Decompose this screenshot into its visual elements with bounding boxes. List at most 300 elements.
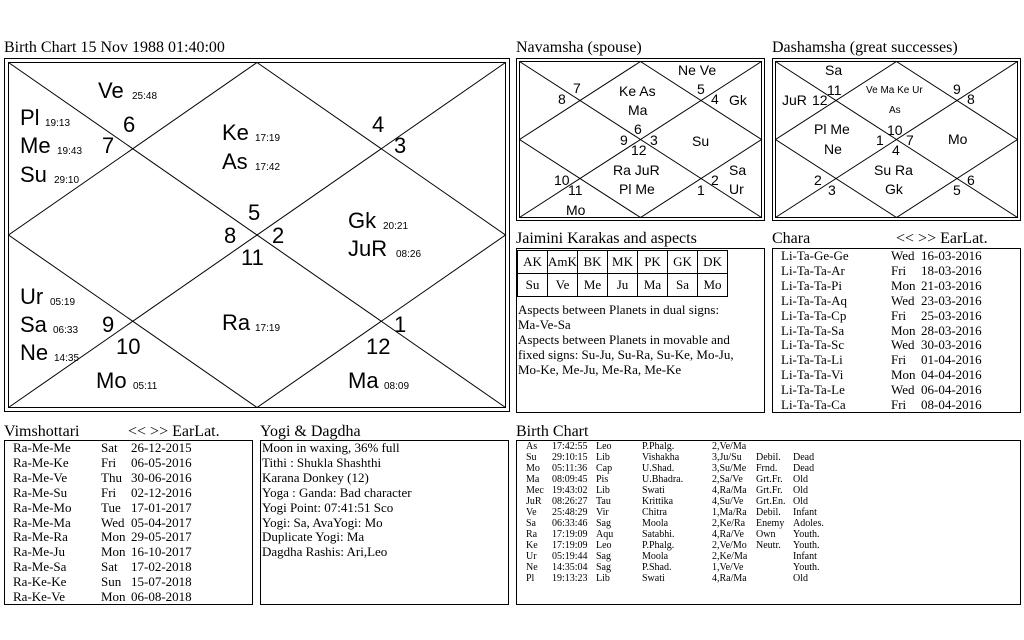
dash-sign-3: 3 — [828, 182, 836, 198]
period-day: Wed — [101, 514, 125, 530]
period-date: 02-12-2016 — [131, 484, 192, 500]
table-row — [526, 496, 1016, 507]
bc-nakshatra: U.Bhadra. — [642, 474, 684, 485]
bc-state: Dead — [793, 463, 815, 474]
nav-ma: Ma — [628, 102, 648, 118]
period-day: Mon — [891, 322, 916, 338]
bc-sign: Tau — [596, 496, 611, 507]
bc-state: Dead — [793, 452, 815, 463]
nav-sign-4: 4 — [711, 91, 719, 107]
aspects-dual: Ma-Ve-Sa — [518, 316, 571, 332]
table-row — [526, 474, 1016, 485]
bc-pada: 2,Ke/Ra — [712, 518, 746, 529]
period-day: Fri — [891, 397, 907, 413]
bc-nakshatra: Satabhi. — [642, 529, 675, 540]
period-date: 05-04-2017 — [131, 514, 192, 530]
aspects-movable-2: Mo-Ke, Me-Ju, Me-Ra, Me-Ke — [518, 361, 682, 377]
period-date: 01-04-2016 — [921, 352, 982, 368]
yogi-dagdha: Dagdha Rashis: Ari,Leo — [262, 544, 388, 560]
planet-su-deg: 29:10 — [54, 175, 80, 186]
vimshottari-title: Vimshottari — [4, 423, 80, 440]
bc-sign: Cap — [596, 463, 613, 474]
period-label: Ra-Me-Mo — [13, 499, 72, 515]
list-item — [781, 324, 1019, 339]
dash-su-ra: Su Ra — [874, 162, 913, 178]
period-label: Li-Ta-Ta-Ca — [781, 397, 846, 413]
list-item — [13, 545, 251, 560]
period-date: 30-03-2016 — [921, 337, 982, 353]
period-date: 17-01-2017 — [131, 499, 192, 515]
planet-ra: Ra — [222, 310, 251, 335]
bc-sign: Pis — [596, 474, 609, 485]
nav-gk: Gk — [729, 92, 747, 108]
birth-table — [526, 441, 1016, 584]
planet-pl: Pl — [20, 105, 40, 130]
period-label: Ra-Me-Ve — [13, 469, 68, 485]
bc-degree: 29:10:15 — [552, 452, 588, 463]
period-label: Li-Ta-Ta-Ar — [781, 262, 845, 278]
period-day: Mon — [101, 529, 126, 545]
period-day: Mon — [101, 544, 126, 560]
list-item — [781, 294, 1019, 309]
period-label: Li-Ta-Ge-Ge — [781, 248, 849, 263]
period-label: Ra-Me-Me — [13, 440, 71, 455]
period-label: Li-Ta-Ta-Cp — [781, 307, 847, 323]
bc-relation: Debil. — [756, 507, 781, 518]
bc-state: Infant — [793, 551, 817, 562]
bc-nakshatra: P.Phalg. — [642, 540, 675, 551]
vimshottari-prev-button[interactable]: << — [128, 423, 147, 440]
list-item — [13, 501, 251, 516]
dash-sign-5: 5 — [953, 182, 961, 198]
table-row — [526, 441, 1016, 452]
period-date: 28-03-2016 — [921, 322, 982, 338]
period-date: 18-03-2016 — [921, 262, 982, 278]
table-row — [526, 540, 1016, 551]
period-date: 06-08-2018 — [131, 589, 192, 605]
planet-sa: Sa — [20, 312, 47, 337]
nav-sa: Sa — [729, 162, 747, 178]
list-item — [781, 368, 1019, 383]
chara-nav — [896, 230, 988, 248]
list-item — [781, 338, 1019, 353]
karaka-value: Sa — [668, 274, 698, 297]
period-label: Ra-Me-Ke — [13, 454, 69, 470]
list-item — [781, 249, 1019, 264]
planet-mo: Mo — [96, 368, 127, 393]
planet-ne-deg: 14:35 — [54, 353, 80, 364]
period-day: Mon — [891, 277, 916, 293]
bc-planet: Mec — [526, 485, 544, 496]
list-item — [781, 398, 1019, 413]
planet-pl-deg: 19:13 — [45, 118, 71, 129]
dash-ne: Ne — [824, 141, 842, 157]
planet-mo-deg: 05:11 — [133, 381, 158, 392]
bc-sign: Lib — [596, 573, 610, 584]
period-label: Ra-Me-Ma — [13, 514, 71, 530]
bc-degree: 06:33:46 — [552, 518, 588, 529]
list-item — [13, 530, 251, 545]
period-day: Fri — [891, 307, 907, 323]
nav-sign-3: 3 — [650, 132, 658, 148]
dashamsha-chart — [772, 58, 1021, 221]
dash-mo: Mo — [948, 131, 968, 147]
period-date: 30-06-2016 — [131, 469, 192, 485]
karaka-header: DK — [698, 251, 728, 274]
bc-planet: Mo — [526, 463, 540, 474]
bc-degree: 17:42:55 — [552, 441, 588, 452]
bc-state: Adoles. — [793, 518, 824, 529]
yogi-point: Yogi Point: 07:41:51 Sco — [262, 499, 394, 515]
list-item — [13, 590, 251, 605]
bc-sign: Sag — [596, 562, 611, 573]
planet-me: Me — [20, 133, 51, 158]
planet-ma: Ma — [348, 368, 379, 393]
sign-h2: 5 — [248, 200, 261, 225]
nav-ra-jur: Ra JuR — [613, 162, 660, 178]
bc-pada: 3,Ju/Su — [712, 452, 742, 463]
yogi-avayogi: Yogi: Sa, AvaYogi: Mo — [262, 514, 383, 530]
bc-sign: Leo — [596, 441, 612, 452]
period-label: Li-Ta-Ta-Pi — [781, 277, 842, 293]
sign-h9: 12 — [366, 334, 391, 359]
planet-ke-deg: 17:19 — [255, 133, 281, 144]
period-date: 04-04-2016 — [921, 367, 982, 383]
nav-sign-5: 5 — [697, 81, 705, 97]
period-date: 23-03-2016 — [921, 292, 982, 308]
bc-pada: 4,Ra/Ma — [712, 485, 747, 496]
table-row — [526, 573, 1016, 584]
bc-nakshatra: P.Phalg. — [642, 441, 675, 452]
karaka-header: MK — [608, 251, 638, 274]
bc-planet: Ra — [526, 529, 538, 540]
period-label: Ra-Ke-Ve — [13, 589, 65, 605]
vimshottari-next-button[interactable]: >> — [150, 423, 169, 440]
bc-state: Old — [793, 485, 808, 496]
yogi-duplicate: Duplicate Yogi: Ma — [262, 529, 365, 545]
bc-nakshatra: Chitra — [642, 507, 667, 518]
bc-degree: 25:48:29 — [552, 507, 588, 518]
dash-sa: Sa — [825, 62, 843, 78]
bc-sign: Leo — [596, 540, 612, 551]
bc-sign: Vir — [596, 507, 609, 518]
bc-nakshatra: Swati — [642, 573, 665, 584]
nav-ur: Ur — [729, 181, 744, 197]
period-label: Li-Ta-Ta-Le — [781, 382, 845, 398]
bc-state: Youth. — [793, 529, 820, 540]
period-date: 15-07-2018 — [131, 574, 192, 590]
karaka-value: Me — [578, 274, 608, 297]
planet-as-deg: 17:42 — [255, 162, 281, 173]
bc-sign: Aqu — [596, 529, 614, 540]
dash-gk: Gk — [885, 181, 903, 197]
period-day: Fri — [891, 262, 907, 278]
nav-ne-ve: Ne Ve — [678, 62, 717, 78]
table-row — [526, 529, 1016, 540]
dash-sign-6: 6 — [967, 172, 975, 188]
bc-relation: Grt.Fr. — [756, 474, 783, 485]
navamsha-chart — [516, 58, 765, 221]
period-label: Li-Ta-Ta-Sa — [781, 322, 845, 338]
table-row — [526, 518, 1016, 529]
karaka-header: PK — [638, 251, 668, 274]
yogi-list — [262, 441, 507, 560]
karaka-value: Ma — [638, 274, 668, 297]
bc-sign: Lib — [596, 485, 610, 496]
planet-ma-deg: 08:09 — [384, 381, 410, 392]
planet-jur-deg: 08:26 — [396, 249, 422, 260]
bc-relation: Grt.Fr. — [756, 485, 783, 496]
vimshottari-earlat-button[interactable]: EarLat. — [172, 423, 220, 440]
rasi-chart — [4, 58, 510, 412]
list-item — [13, 560, 251, 575]
karaka-value: Su — [518, 274, 548, 297]
table-row — [526, 485, 1016, 496]
period-day: Sun — [101, 574, 122, 590]
table-row — [526, 551, 1016, 562]
birth-table-title: Birth Chart — [516, 423, 589, 440]
period-label: Li-Ta-Ta-Li — [781, 352, 843, 368]
list-item — [781, 353, 1019, 368]
chara-earlat-button[interactable]: EarLat. — [940, 230, 988, 247]
list-item — [13, 441, 251, 456]
chara-title: Chara — [772, 230, 811, 247]
table-row — [526, 463, 1016, 474]
nav-sign-12: 12 — [631, 142, 647, 158]
dash-sign-4: 4 — [892, 142, 900, 158]
planet-sa-deg: 06:33 — [53, 325, 79, 336]
bc-planet: Su — [526, 452, 537, 463]
bc-planet: Ma — [526, 474, 540, 485]
planet-ra-deg: 17:19 — [255, 323, 281, 334]
list-item — [781, 264, 1019, 279]
nav-su: Su — [692, 133, 710, 149]
bc-planet: Pl — [526, 573, 535, 584]
aspects-movable-title: Aspects between Planets in movable and — [518, 331, 730, 347]
bc-sign: Lib — [596, 452, 610, 463]
bc-nakshatra: Moola — [642, 551, 669, 562]
chara-next-button[interactable]: >> — [918, 230, 937, 247]
sign-h11: 2 — [272, 223, 285, 248]
yogi-title: Yogi & Dagdha — [260, 423, 361, 440]
bc-nakshatra: Vishakha — [642, 452, 680, 463]
karaka-header: AK — [518, 251, 548, 274]
bc-pada: 4,Ra/Ma — [712, 573, 747, 584]
planet-ke: Ke — [222, 120, 249, 145]
bc-state: Old — [793, 496, 808, 507]
karaka-header: BK — [578, 251, 608, 274]
nav-mo: Mo — [566, 202, 586, 218]
nav-sign-9: 9 — [620, 132, 628, 148]
yogi-yoga: Yoga : Ganda: Bad character — [262, 484, 412, 500]
sign-h12: 3 — [394, 133, 407, 158]
bc-state: Youth. — [793, 540, 820, 551]
bc-state: Old — [793, 474, 808, 485]
nav-sign-8: 8 — [558, 91, 566, 107]
bc-planet: Ne — [526, 562, 538, 573]
karaka-table — [517, 250, 728, 297]
sign-h10: 1 — [394, 312, 407, 337]
list-item — [13, 575, 251, 590]
bc-state: Old — [793, 573, 808, 584]
chara-prev-button[interactable]: << — [896, 230, 915, 247]
nav-sign-7: 7 — [573, 80, 581, 96]
nav-sign-11: 11 — [568, 182, 583, 198]
period-day: Fri — [101, 454, 117, 470]
period-day: Sat — [101, 559, 118, 575]
dash-pl-me: Pl Me — [814, 121, 850, 137]
period-label: Li-Ta-Ta-Aq — [781, 292, 848, 308]
dash-as: As — [889, 105, 901, 116]
chara-list — [781, 249, 1019, 413]
dash-sign-10: 10 — [887, 122, 903, 138]
period-label: Li-Ta-Ta-Sc — [781, 337, 845, 353]
planet-ve: Ve — [98, 78, 124, 103]
period-label: Ra-Me-Su — [13, 484, 68, 500]
table-row — [526, 452, 1016, 463]
list-item — [13, 456, 251, 471]
bc-pada: 2,Sa/Ve — [712, 474, 743, 485]
bc-planet: Ur — [526, 551, 537, 562]
dash-sign-1: 1 — [876, 132, 884, 148]
list-item — [13, 486, 251, 501]
karaka-header: AmK — [548, 251, 578, 274]
bc-planet: Ke — [526, 540, 538, 551]
table-row — [526, 562, 1016, 573]
karaka-value: Ju — [608, 274, 638, 297]
sign-h4: 7 — [102, 133, 115, 158]
period-day: Tue — [101, 499, 121, 515]
period-day: Thu — [101, 469, 122, 485]
period-date: 06-04-2016 — [921, 382, 982, 398]
list-item — [781, 383, 1019, 398]
karaka-header: GK — [668, 251, 698, 274]
period-day: Fri — [101, 484, 117, 500]
sign-h7: 10 — [116, 334, 141, 359]
period-day: Sat — [101, 440, 118, 455]
bc-pada: 2,Ke/Ma — [712, 551, 748, 562]
bc-relation: Debil. — [756, 452, 781, 463]
bc-planet: JuR — [526, 496, 542, 507]
period-day: Wed — [891, 382, 915, 398]
period-date: 16-10-2017 — [131, 544, 192, 560]
list-item — [781, 279, 1019, 294]
period-date: 16-03-2016 — [921, 248, 982, 263]
yogi-moon: Moon in waxing, 36% full — [262, 440, 400, 455]
nav-pl-me: Pl Me — [619, 181, 655, 197]
bc-degree: 14:35:04 — [552, 562, 588, 573]
planet-ne: Ne — [20, 340, 49, 365]
period-date: 17-02-2018 — [131, 559, 192, 575]
bc-degree: 19:13:23 — [552, 573, 588, 584]
bc-pada: 1,Ma/Ra — [712, 507, 747, 518]
vimshottari-list — [13, 441, 251, 605]
sign-h6: 9 — [102, 312, 115, 337]
bc-pada: 2,Ve/Ma — [712, 441, 747, 452]
period-date: 25-03-2016 — [921, 307, 982, 323]
dash-sign-8: 8 — [967, 91, 975, 107]
bc-relation: Own — [756, 529, 776, 540]
nav-sign-2: 2 — [711, 172, 719, 188]
nav-sign-10: 10 — [554, 172, 570, 188]
bc-planet: As — [526, 441, 538, 452]
dash-jur: JuR — [782, 92, 807, 108]
bc-degree: 19:43:02 — [552, 485, 588, 496]
period-label: Ra-Ke-Ke — [13, 574, 67, 590]
planet-ur-deg: 05:19 — [50, 297, 76, 308]
bc-degree: 05:19:44 — [552, 551, 588, 562]
planet-ur: Ur — [20, 284, 44, 309]
table-row — [526, 507, 1016, 518]
period-day: Wed — [891, 292, 915, 308]
bc-sign: Sag — [596, 518, 611, 529]
aspects-text — [518, 303, 763, 378]
period-date: 21-03-2016 — [921, 277, 982, 293]
planet-as: As — [222, 149, 248, 174]
period-day: Mon — [101, 589, 126, 605]
aspects-movable: fixed signs: Su-Ju, Su-Ra, Su-Ke, Mo-Ju, — [518, 346, 734, 362]
bc-degree: 05:11:36 — [552, 463, 588, 474]
bc-sign: Sag — [596, 551, 611, 562]
nav-sign-1: 1 — [697, 182, 705, 198]
yogi-karana: Karana Donkey (12) — [262, 469, 369, 485]
period-label: Li-Ta-Ta-Vi — [781, 367, 844, 383]
birth-chart-title: Birth Chart 15 Nov 1988 01:40:00 — [4, 39, 225, 56]
bc-nakshatra: Moola — [642, 518, 669, 529]
bc-degree: 17:19:09 — [552, 529, 588, 540]
bc-pada: 4,Su/Ve — [712, 496, 744, 507]
period-day: Mon — [891, 367, 916, 383]
dash-sign-11: 11 — [827, 82, 842, 98]
sign-h3: 6 — [123, 112, 136, 137]
period-date: 29-05-2017 — [131, 529, 192, 545]
period-date: 06-05-2016 — [131, 454, 192, 470]
bc-pada: 2,Ve/Mo — [712, 540, 747, 551]
list-item — [13, 471, 251, 486]
bc-planet: Sa — [526, 518, 536, 529]
dashamsha-title: Dashamsha (great successes) — [772, 39, 958, 56]
navamsha-title: Navamsha (spouse) — [516, 39, 642, 56]
jaimini-title: Jaimini Karakas and aspects — [516, 230, 697, 247]
bc-nakshatra: P.Shad. — [642, 562, 672, 573]
planet-gk: Gk — [348, 208, 377, 233]
bc-pada: 4,Ra/Ve — [712, 529, 744, 540]
bc-pada: 1,Ve/Ve — [712, 562, 744, 573]
period-day: Wed — [891, 248, 915, 263]
list-item — [13, 516, 251, 531]
bc-pada: 3,Su/Me — [712, 463, 747, 474]
bc-degree: 17:19:09 — [552, 540, 588, 551]
period-date: 26-12-2015 — [131, 440, 192, 455]
period-date: 08-04-2016 — [921, 397, 982, 413]
sign-h8: 11 — [241, 245, 264, 270]
planet-gk-deg: 20:21 — [383, 221, 409, 232]
bc-nakshatra: Swati — [642, 485, 665, 496]
period-day: Wed — [891, 337, 915, 353]
aspects-dual-title: Aspects between Planets in dual signs: — [518, 302, 720, 317]
nav-ke-as: Ke As — [619, 83, 656, 99]
nav-sign-6: 6 — [634, 121, 642, 137]
list-item — [781, 309, 1019, 324]
planet-su: Su — [20, 162, 47, 187]
bc-planet: Ve — [526, 507, 537, 518]
sign-h1: 4 — [372, 112, 385, 137]
period-day: Fri — [891, 352, 907, 368]
vimshottari-nav — [128, 423, 220, 441]
bc-degree: 08:26:27 — [552, 496, 588, 507]
bc-nakshatra: Krittika — [642, 496, 674, 507]
period-label: Ra-Me-Ra — [13, 529, 68, 545]
